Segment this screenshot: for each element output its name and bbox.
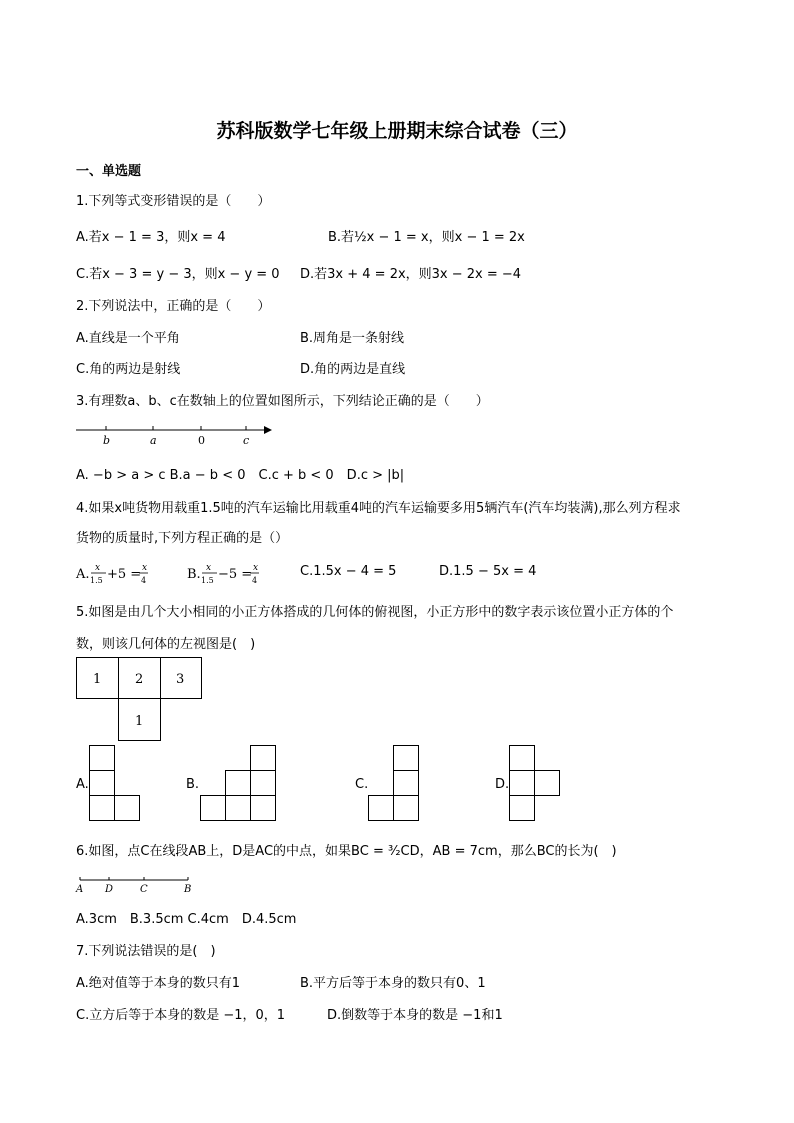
q4-b-frac2-den: 4 bbox=[252, 576, 258, 585]
arrow-right-icon bbox=[264, 426, 272, 434]
q6-stem: 6.如图，点C在线段AB上，D是AC的中点，如果BC = ³⁄₂CD，AB = 7cm，那么BC的长为( ) bbox=[76, 844, 617, 859]
q4-a-frac1-den: 1.5 bbox=[90, 576, 103, 585]
q4-option-c: C.1.5x − 4 = 5 bbox=[300, 564, 397, 579]
grid-number-2: 2 bbox=[135, 672, 144, 687]
point-label-a: A bbox=[76, 884, 84, 895]
q4-b-label: B. bbox=[187, 567, 201, 582]
q6-options: A.3cm B.3.5cm C.4cm D.4.5cm bbox=[76, 912, 297, 927]
q4-b-frac1-num: x bbox=[206, 563, 212, 573]
q2-option-c: C.角的两边是射线 bbox=[76, 362, 181, 377]
axis-label-c: c bbox=[243, 434, 250, 447]
q4-a-mid: +5 = bbox=[107, 567, 142, 582]
q5-option-b-label: B. bbox=[186, 777, 200, 792]
q7-option-c: C.立方后等于本身的数是 −1，0，1 bbox=[76, 1008, 286, 1023]
q5-option-a-label: A. bbox=[76, 777, 89, 792]
q5-option-c-label: C. bbox=[355, 777, 369, 792]
q2-stem: 2.下列说法中，正确的是（ ） bbox=[76, 299, 271, 314]
q1-option-c: C.若x − 3 = y − 3，则x − y = 0 bbox=[76, 267, 280, 282]
grid-number-4: 1 bbox=[135, 714, 144, 729]
q5-option-d-figure bbox=[509, 745, 561, 823]
q5-stem-line2: 数，则该几何体的左视图是( ) bbox=[76, 637, 256, 652]
q4-b-frac1-den: 1.5 bbox=[201, 576, 214, 585]
q5-option-b-figure bbox=[200, 745, 278, 823]
page-title: 苏科版数学七年级上册期末综合试卷（三） bbox=[216, 120, 578, 142]
q3-stem: 3.有理数a、b、c在数轴上的位置如图所示，下列结论正确的是（ ） bbox=[76, 394, 489, 409]
q5-option-d-label: D. bbox=[495, 777, 510, 792]
q4-b-mid: −5 = bbox=[218, 567, 253, 582]
q7-option-b: B.平方后等于本身的数只有0、1 bbox=[300, 976, 486, 991]
grid-number-3: 3 bbox=[176, 672, 185, 687]
point-label-d: D bbox=[105, 884, 114, 895]
q4-a-frac1-num: x bbox=[95, 563, 101, 573]
q2-option-d: D.角的两边是直线 bbox=[300, 362, 406, 377]
number-line-figure bbox=[76, 420, 276, 450]
axis-label-b: b bbox=[103, 434, 111, 447]
q1-option-a: A.若x − 1 = 3，则x = 4 bbox=[76, 230, 226, 245]
q5-stem-line1: 5.如图是由几个大小相同的小正方体搭成的几何体的俯视图，小正方形中的数字表示该位置小正方体的个 bbox=[76, 605, 674, 620]
q4-stem-line2: 货物的质量时,下列方程正确的是（） bbox=[76, 531, 289, 546]
q7-option-a: A.绝对值等于本身的数只有1 bbox=[76, 976, 241, 991]
grid-number-1: 1 bbox=[93, 672, 102, 687]
section-heading: 一、单选题 bbox=[76, 164, 142, 179]
q5-option-a-figure bbox=[89, 745, 141, 823]
axis-label-a: a bbox=[150, 434, 157, 447]
q4-option-d: D.1.5 − 5x = 4 bbox=[439, 564, 537, 579]
q1-option-b: B.若½x − 1 = x，则x − 1 = 2x bbox=[328, 230, 525, 245]
q5-option-c-figure bbox=[368, 745, 420, 823]
q1-option-d: D.若3x + 4 = 2x，则3x − 2x = −4 bbox=[300, 267, 522, 282]
point-label-c: C bbox=[140, 884, 148, 895]
q1-stem: 1.下列等式变形错误的是（ ） bbox=[76, 194, 271, 209]
q2-option-a: A.直线是一个平角 bbox=[76, 331, 180, 346]
q4-stem-line1: 4.如果x吨货物用载重1.5吨的汽车运输比用载重4吨的汽车运输要多用5辆汽车(汽车均装满),那么列方程求 bbox=[76, 501, 681, 516]
q4-a-frac2-den: 4 bbox=[141, 576, 147, 585]
axis-label-0: 0 bbox=[198, 434, 205, 447]
top-view-grid bbox=[76, 657, 206, 743]
q7-option-d: D.倒数等于本身的数是 −1和1 bbox=[327, 1008, 503, 1023]
q4-a-frac2-num: x bbox=[142, 563, 148, 573]
q4-b-frac2-num: x bbox=[253, 563, 259, 573]
q2-option-b: B.周角是一条射线 bbox=[300, 331, 405, 346]
q3-options: A. −b > a > c B.a − b < 0 C.c + b < 0 D.c > |b| bbox=[76, 468, 405, 483]
q4-a-label: A. bbox=[76, 567, 90, 582]
segment-figure bbox=[76, 872, 206, 898]
point-label-b: B bbox=[184, 884, 192, 895]
q7-stem: 7.下列说法错误的是( ) bbox=[76, 944, 216, 959]
